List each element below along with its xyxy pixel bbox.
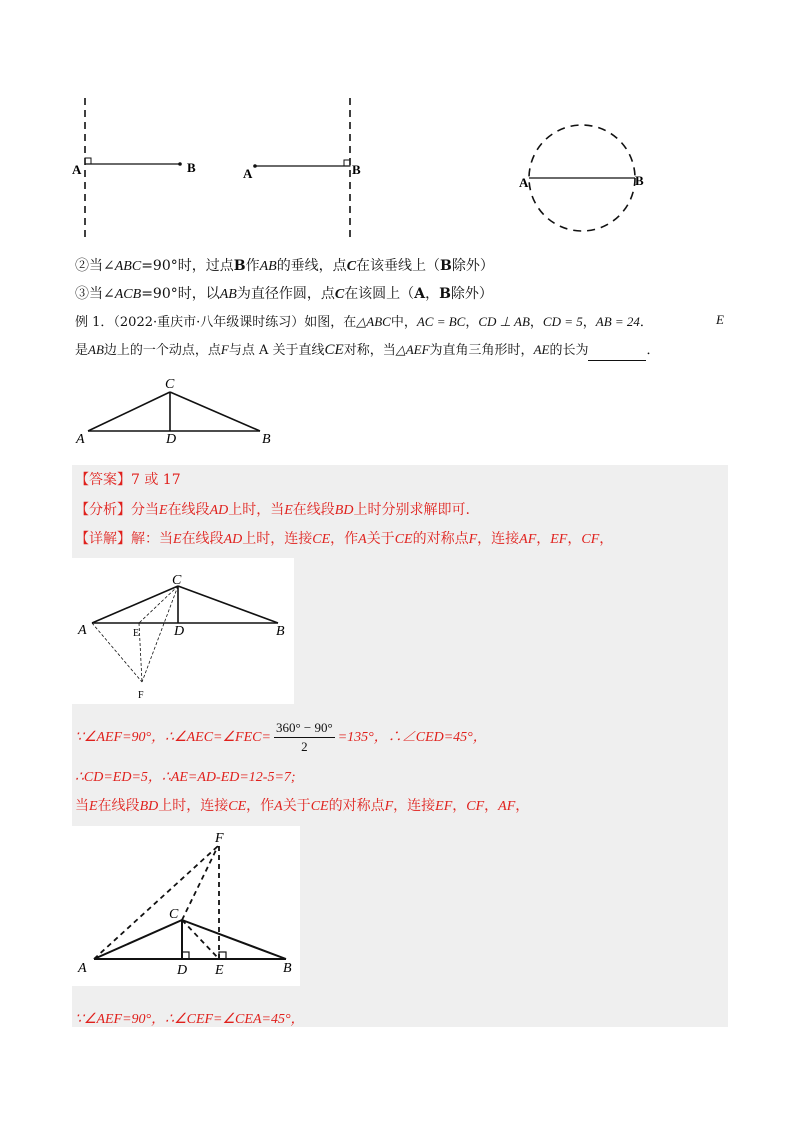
- perpendicular-at-a-figure: [72, 98, 196, 240]
- example-text: 边上的一个动点，点: [103, 343, 221, 358]
- case2-prefix: ②当∠: [75, 258, 115, 274]
- case-bd-line: [75, 796, 529, 817]
- label-d: D: [166, 432, 177, 447]
- case3-text: 时，以: [177, 286, 220, 302]
- example-segment: AE: [533, 342, 550, 357]
- detail-figure-2: [72, 826, 300, 986]
- case-bd-text: 的对称点: [328, 798, 385, 814]
- case-bd-point: F: [384, 799, 394, 814]
- case2-text: 除外）: [451, 258, 494, 274]
- analysis-text: 在线段: [292, 502, 335, 518]
- fig1-label-b: B: [187, 160, 196, 175]
- case-bd-point: A: [274, 799, 283, 814]
- example-text: 的长为: [549, 343, 589, 358]
- case-bd-text: 当: [75, 798, 89, 814]
- detail-line: [75, 529, 613, 550]
- fraction-numerator: 360° − 90°: [274, 719, 335, 738]
- main-triangle-figure: [70, 375, 290, 450]
- detail-tag: 【详解】: [75, 531, 131, 547]
- fig2-label-b: B: [352, 162, 361, 177]
- example-segment: AB: [88, 342, 104, 357]
- case3-prefix: ③当∠: [75, 286, 115, 302]
- label-d: D: [177, 963, 188, 978]
- case-bd-point: E: [89, 799, 98, 814]
- example-triangle: △ABC: [356, 314, 391, 329]
- analysis-text: 在线段: [167, 502, 210, 518]
- analysis-text: 上时分别求解即可.: [353, 502, 470, 518]
- detail-segment: AD: [223, 532, 243, 547]
- case2-text: 时，过点: [177, 258, 234, 274]
- case-bd-text: 在线段: [97, 798, 140, 814]
- example-condition: AC = BC: [416, 314, 466, 329]
- case2-point-c: C: [346, 259, 357, 274]
- fig3-label-a: A: [519, 175, 529, 190]
- example-line-2: [75, 340, 659, 361]
- separator: ，: [484, 798, 499, 814]
- case-bd-segment: CE: [228, 799, 247, 814]
- fig3-label-b: B: [635, 173, 644, 188]
- equation-line-2: ∴CD=ED=5，∴AE=AD-ED=12-5=7;: [75, 770, 296, 785]
- label-b: B: [262, 432, 271, 447]
- case-bd-segment: CE: [310, 799, 329, 814]
- case3-point-b: B: [439, 286, 451, 302]
- case2-angle: ABC: [114, 259, 142, 274]
- detail-text: 解：当: [131, 531, 173, 547]
- case-bd-text: ，作: [246, 798, 275, 814]
- detail-segment: CE: [394, 532, 413, 547]
- label-f: F: [138, 690, 144, 701]
- case3-angle: ACB: [114, 287, 142, 302]
- example-text: ．: [639, 315, 653, 330]
- case2-eq: =90°: [141, 258, 178, 274]
- detail-text: 上时，连接: [242, 531, 313, 547]
- fraction: [274, 719, 335, 756]
- case3-point-c: C: [334, 287, 345, 302]
- detail-text: ，连接: [477, 531, 520, 547]
- example-line-ce: CE: [324, 342, 344, 358]
- example-text: 是: [75, 343, 89, 358]
- case3-eq: =90°: [141, 286, 178, 302]
- case-bd-segment: BD: [139, 799, 159, 814]
- case3-point-a: A: [414, 286, 426, 302]
- case2-text: 在该垂线上（: [356, 258, 441, 274]
- separator: ，: [465, 315, 479, 330]
- detail-point: A: [358, 532, 367, 547]
- answer-blank: [588, 346, 646, 361]
- analysis-tag: 【分析】: [75, 502, 131, 518]
- case2-line: [75, 256, 494, 277]
- answer-text: 7 或 17: [131, 472, 181, 488]
- example-condition: AB = 24: [595, 314, 640, 329]
- perpendicular-at-b-figure: [243, 98, 361, 240]
- answer-line: [75, 470, 181, 490]
- top-figures: [60, 90, 680, 250]
- label-f: F: [215, 831, 224, 846]
- case-bd-text: ，连接: [393, 798, 436, 814]
- analysis-point: E: [284, 503, 293, 518]
- fig2-label-a: A: [243, 166, 253, 181]
- answer-tag: 【答案】: [75, 472, 131, 488]
- case-bd-segment: EF: [435, 799, 453, 814]
- label-c: C: [172, 573, 182, 588]
- separator: ，: [567, 531, 582, 547]
- analysis-segment: BD: [334, 503, 354, 518]
- fig1-label-a: A: [72, 162, 82, 177]
- fraction-denominator: 2: [301, 739, 308, 755]
- example-triangle: △AEF: [395, 342, 430, 357]
- separator: ，: [536, 531, 551, 547]
- label-e: E: [215, 963, 224, 978]
- label-c: C: [165, 377, 175, 392]
- detail-figure-1: [72, 558, 294, 704]
- circle-diameter-figure: [519, 125, 644, 231]
- equation-line-3: ∵∠AEF=90°，∴∠CEF=∠CEA=45°，: [75, 1012, 305, 1027]
- example-text: 例 1．（2022·重庆市·八年级课时练习）如图，在: [75, 315, 357, 330]
- label-b: B: [276, 624, 285, 639]
- example-text: 对称，当: [343, 343, 396, 358]
- analysis-segment: AD: [209, 503, 229, 518]
- example-line-1: [75, 312, 653, 333]
- detail-point: E: [173, 532, 182, 547]
- separator: ，: [529, 315, 543, 330]
- example-condition: CD = 5: [542, 314, 583, 329]
- detail-text: 的对称点: [412, 531, 469, 547]
- detail-text: ，: [599, 531, 614, 547]
- case2-text: 的垂线，点: [276, 258, 347, 274]
- case-bd-text: ，: [515, 798, 530, 814]
- label-a: A: [76, 432, 85, 447]
- equation-text: =135°，∴∠CED=45°，: [337, 730, 487, 745]
- detail-segment: CE: [312, 532, 331, 547]
- analysis-text: 上时，当: [228, 502, 285, 518]
- analysis-point: E: [159, 503, 168, 518]
- detail-text: 在线段: [181, 531, 224, 547]
- detail-segment: EF: [550, 532, 568, 547]
- detail-text: ，作: [330, 531, 359, 547]
- separator: ，: [582, 315, 596, 330]
- case3-text: 在该圆上（: [344, 286, 415, 302]
- example-text: 中，: [390, 315, 417, 330]
- case2-point-b: B: [440, 258, 452, 274]
- label-b: B: [283, 961, 292, 976]
- label-a: A: [78, 623, 87, 638]
- example-condition: CD ⊥ AB: [478, 314, 530, 329]
- separator: ，: [452, 798, 467, 814]
- case2-point-b: B: [233, 258, 246, 274]
- detail-segment: CF: [581, 532, 600, 547]
- label-e: E: [133, 628, 140, 639]
- example-point-e: E: [716, 312, 724, 327]
- case3-text: 除外）: [450, 286, 493, 302]
- case-bd-text: 上时，连接: [158, 798, 229, 814]
- example-text: 与点 A 关于直线: [228, 343, 325, 358]
- case2-text: 作: [245, 258, 260, 274]
- equation-line-1: [75, 716, 487, 760]
- case3-line: [75, 284, 493, 305]
- example-text: 为直角三角形时，: [429, 343, 534, 358]
- detail-text: 关于: [366, 531, 395, 547]
- case-bd-segment: CF: [466, 799, 485, 814]
- case2-segment: AB: [259, 259, 277, 274]
- example-point-f: F: [220, 342, 229, 357]
- case3-segment: AB: [219, 287, 237, 302]
- case3-text: ，: [425, 286, 440, 302]
- label-c: C: [169, 907, 179, 922]
- label-a: A: [78, 961, 87, 976]
- detail-segment: AF: [519, 532, 537, 547]
- example-text: ．: [646, 343, 660, 358]
- case-bd-segment: AF: [498, 799, 516, 814]
- label-d: D: [174, 624, 185, 639]
- case-bd-text: 关于: [282, 798, 311, 814]
- analysis-text: 分当: [131, 502, 159, 518]
- analysis-line: [75, 500, 470, 521]
- equation-text: ∵∠AEF=90°，∴∠AEC=∠FEC=: [75, 730, 271, 745]
- case3-text: 为直径作圆，点: [236, 286, 335, 302]
- detail-point: F: [468, 532, 478, 547]
